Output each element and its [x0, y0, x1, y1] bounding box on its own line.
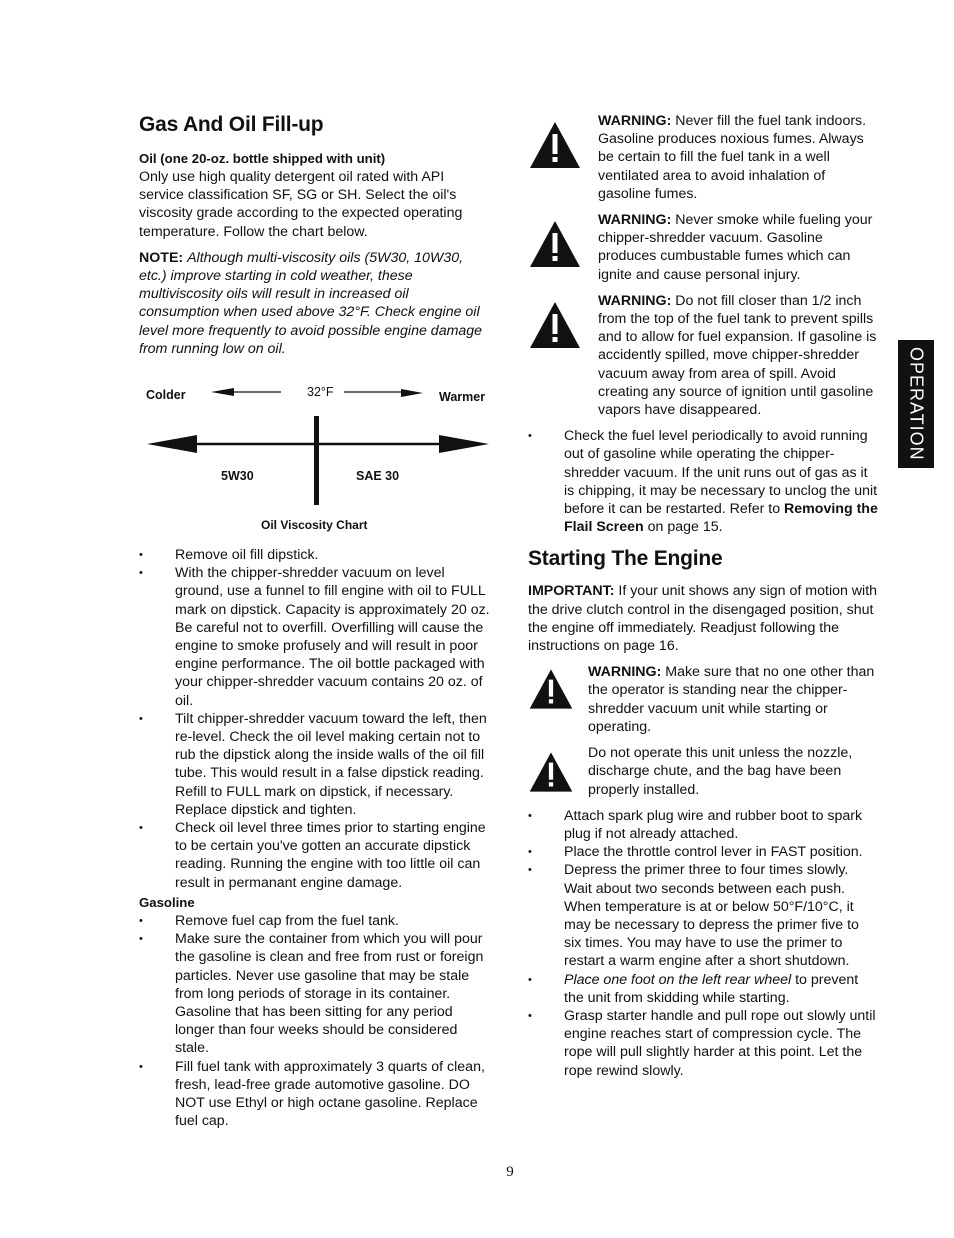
list-item: • Remove oil fill dipstick.: [139, 546, 491, 564]
warning-bystanders: [528, 663, 878, 736]
starting-bullet-list: [528, 807, 878, 1080]
list-item: • Depress the primer three to four times slowly. Wait about two seconds between each push. When temperature is at or below 50°F/10°C, it may be necessary to depress the primer five to six times. You may have to use the primer to restart a warm engine after a short shutdown.: [528, 861, 878, 970]
oil-heading: Oil (one 20-oz. bottle shipped with unit): [139, 151, 386, 166]
chart-warmer-label: Warmer: [439, 390, 486, 405]
fuel-check-tail: on page 15.: [647, 519, 723, 536]
gasoline-heading: Gasoline: [139, 894, 195, 910]
warning-text: Never fill the fuel tank indoors. Gasoline produces noxious fumes. Always be certain to fill the fuel tank in a well ventilated area to avoid inhalation of gasoline fumes.: [598, 113, 867, 202]
important-paragraph: [528, 582, 878, 655]
side-tab-label: OPERATION: [906, 347, 927, 461]
warning-text: Never smoke while fueling your chipper-shredder vacuum. Gasoline produces cumbustable fumes which can ignite and cause personal injury.: [598, 212, 873, 283]
fuel-check-list: [528, 427, 878, 536]
fuel-check-text: Check the fuel level periodically to avoid running out of gasoline while operating the chipper-shredder vacuum. If the unit runs out of gas as it is chipping, it may be necessary to unclog the unit before it can be restarted. Refer to: [564, 428, 878, 518]
section-title-starting: Starting The Engine: [528, 547, 723, 571]
list-item: • Remove fuel cap from the fuel tank.: [139, 912, 491, 930]
right-column: [528, 112, 878, 1080]
important-text: If your unit shows any sign of motion with the drive clutch control in the disengaged position, shut the engine off immediately. Readjust following the instructions on page 16.: [528, 583, 878, 655]
foot-instruction-italic: Place one foot on the left rear wheel: [564, 971, 792, 988]
left-column: [139, 112, 491, 1130]
list-item: • Check oil level three times prior to starting engine to be certain you've gotten an accurate dipstick reading. Running the engine with too little oil can result in permanant engine damage.: [139, 819, 491, 892]
warning-text: Make sure that no one other than the operator is standing near the chipper-shredder vacuum unit while starting or operating.: [588, 664, 875, 735]
oil-paragraph: Only use high quality detergent oil rated with API service classification SF, SG or SH. Select the oil's viscosity grade according to the expected operating temperature. Follow the chart below.: [139, 169, 463, 240]
flail-screen-reference: Removing the Flail Screen: [564, 501, 878, 536]
oil-bullet-list: [139, 546, 491, 892]
warning-triangle-icon: [528, 120, 582, 170]
list-item: • Fill fuel tank with approximately 3 quarts of clean, fresh, lead-free grade automotive gasoline. DO NOT use Ethyl or high octane gasoline. Replace fuel cap.: [139, 1058, 491, 1131]
warning-triangle-icon: [528, 300, 582, 350]
list-item: • Make sure the container from which you will pour the gasoline is clean and free from rust or foreign particles. Never use gasoline that may be stale from long periods of storage in its container. Gasoline that has been sitting for any period longer than four weeks should be considered stale.: [139, 930, 491, 1057]
warning-text: Do not operate this unit unless the nozzle, discharge chute, and the bag have been properly installed.: [588, 745, 853, 798]
list-item: [528, 971, 878, 1007]
list-item: • Tilt chipper-shredder vacuum toward the left, then re-level. Check the oil level making certain not to rub the dipstick along the inside walls of the oil fill tube. This would result in a false dipstick reading. Refill to FULL mark on dipstick, if necessary. Replace dipstick and tighten.: [139, 710, 491, 819]
chart-sae30-label: SAE 30: [356, 469, 400, 484]
chart-colder-label: Colder: [146, 388, 186, 403]
list-item: [528, 427, 878, 536]
chart-5w30-label: 5W30: [221, 469, 254, 484]
section-title-gas-oil: Gas And Oil Fill-up: [139, 113, 324, 136]
note-text: Although multi-viscosity oils (5W30, 10W30, etc.) improve starting in cold weather, these multiviscosity oils will result in increased oil consumption when used above 32°F. Check engine oil level more frequently to avoid possible engine damage from running low on oil.: [139, 249, 483, 357]
important-label: IMPORTANT:: [528, 583, 615, 600]
list-item: • With the chipper-shredder vacuum on level ground, use a funnel to fill engine with oil to FULL mark on dipstick. Capacity is approximately 20 oz. Be careful not to overfill. Overfilling will cause the engine to smoke profusely and will result in poor engine performance. The oil bottle packaged with your chipper-shredder vacuum contains 20 oz. of oil.: [139, 564, 491, 710]
warning-triangle-icon: [528, 667, 574, 711]
note-paragraph: [139, 249, 491, 358]
warning-triangle-icon: [528, 219, 582, 269]
warning-fuel-indoors: [528, 112, 878, 203]
page-number: 9: [506, 1164, 514, 1180]
list-item: • Attach spark plug wire and rubber boot to spark plug if not already attached.: [528, 807, 878, 843]
warning-label: WARNING:: [588, 664, 662, 681]
warning-label: WARNING:: [598, 292, 672, 309]
warning-label: WARNING:: [598, 113, 672, 129]
foot-instruction-tail: to prevent the unit from skidding while starting.: [564, 971, 859, 1006]
chart-temp-label: 32°F: [307, 385, 334, 400]
operation-side-tab: [898, 340, 934, 468]
oil-viscosity-chart: [139, 376, 491, 546]
list-item: • Grasp starter handle and pull rope out slowly until engine reaches start of compression cycle. The rope will pull slightly harder at this point. Let the rope rewind slowly.: [528, 1007, 878, 1080]
warning-triangle-icon: [528, 750, 574, 794]
warning-label: WARNING:: [598, 212, 672, 229]
list-item: • Place the throttle control lever in FAST position.: [528, 843, 878, 861]
gasoline-bullet-list: [139, 912, 491, 1130]
warning-no-smoking: [528, 211, 878, 284]
warning-nozzle: [528, 744, 878, 799]
chart-caption: Oil Viscosity Chart: [261, 518, 368, 533]
warning-fill-level: [528, 292, 878, 419]
note-label: NOTE:: [139, 249, 184, 266]
warning-text: Do not fill closer than 1/2 inch from the top of the fuel tank to prevent spills and to allow for fuel expansion. If gasoline is accidently spilled, move chipper-shredder vacuum away from area of spill. Avoid creating any source of ignition until gasoline vapors have disappeared.: [598, 292, 877, 419]
viscosity-arrows-graphic: [139, 376, 491, 516]
